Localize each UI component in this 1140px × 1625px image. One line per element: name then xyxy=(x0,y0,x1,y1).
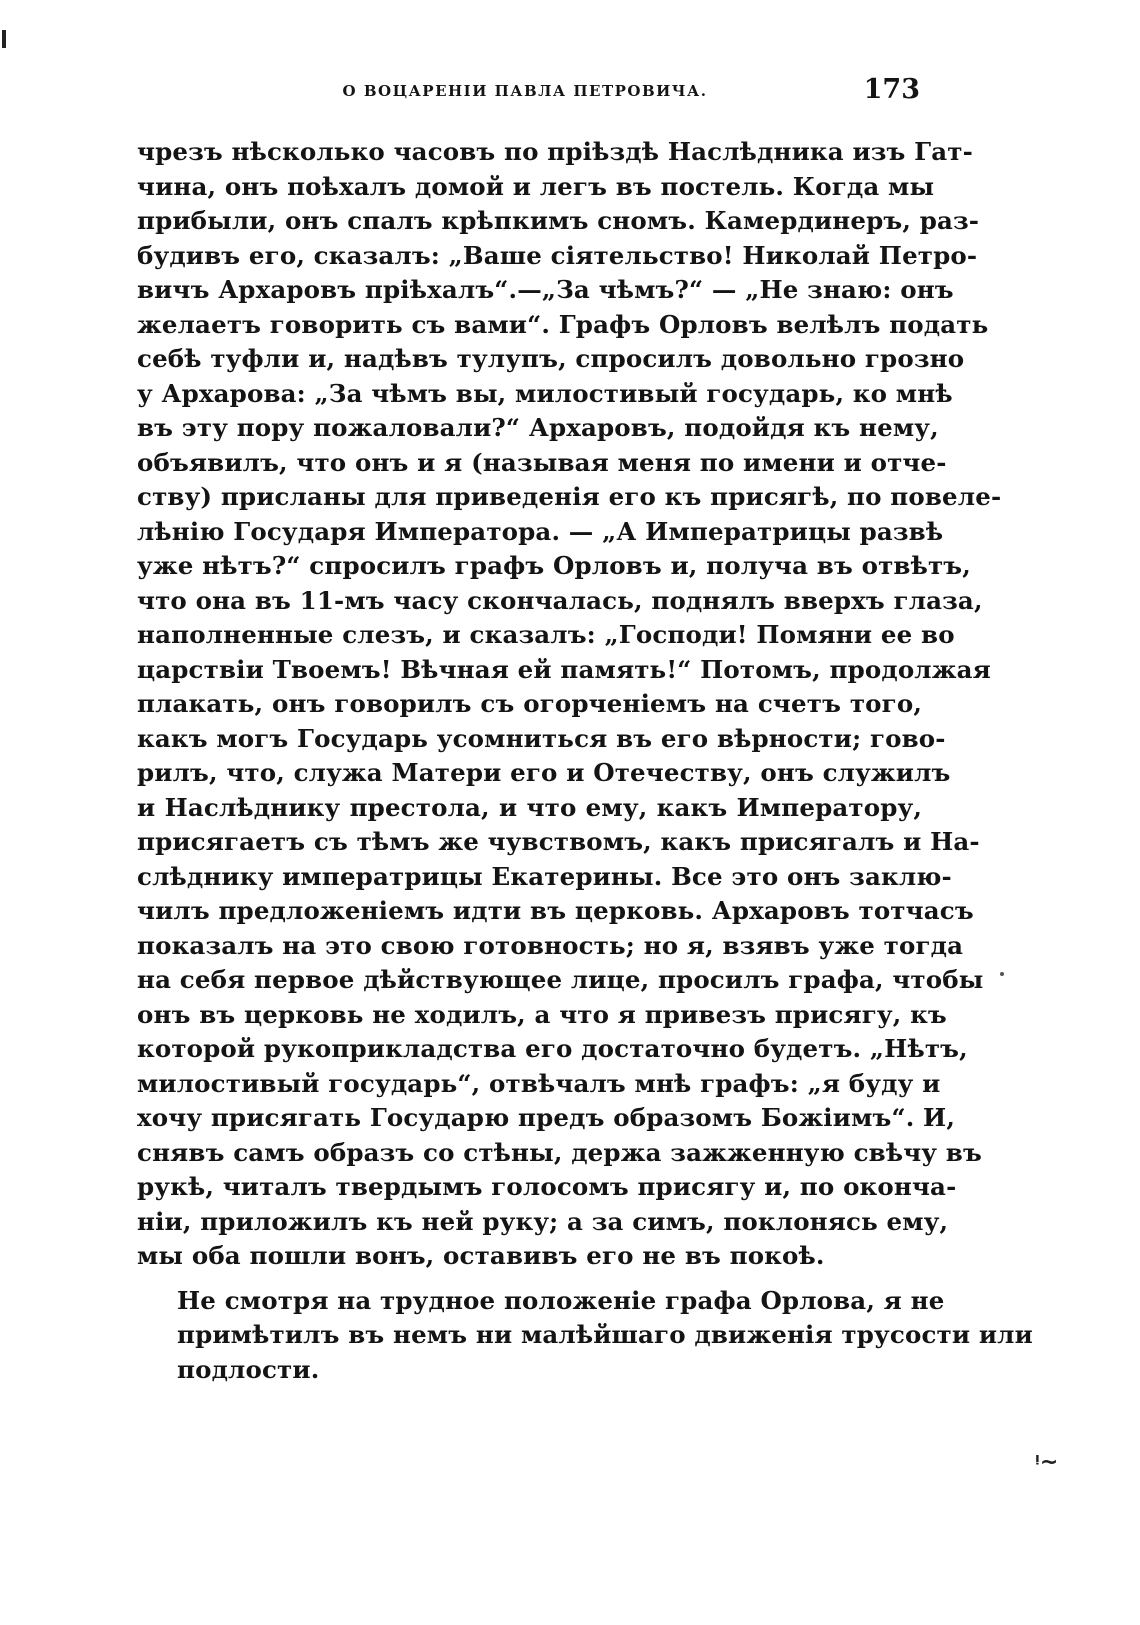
page-header xyxy=(130,74,920,108)
text-line: мы оба пошли вонъ, оставивъ его не въ покоѣ. xyxy=(137,1241,825,1270)
text-line: показалъ на это свою готовность; но я, взявъ уже тогда xyxy=(137,930,964,960)
page-number: 173 xyxy=(863,74,920,105)
text-line: рилъ, что, служа Матери его и Отечеству, онъ служилъ xyxy=(137,758,951,787)
text-line: будивъ его, сказалъ: „Ваше сіятельство! Николай Петро- xyxy=(137,240,978,270)
paragraph-1 xyxy=(137,135,1002,1274)
text-line: ству) присланы для приведенія его къ присягѣ, по повеле- xyxy=(137,482,1002,511)
text-line: рукѣ, читалъ твердымъ голосомъ присягу и, по оконча- xyxy=(137,1172,957,1201)
text-line: на себя первое дѣйствующее лице, просилъ графа, чтобы xyxy=(137,965,984,994)
text-line: наполненные слезъ, и сказалъ: „Господи! Помяни ее во xyxy=(137,620,955,649)
page-body xyxy=(137,135,1033,1387)
text-line: чрезъ нѣсколько часовъ по пріѣздѣ Наслѣдника изъ Гат- xyxy=(137,137,973,166)
text-line: слѣднику императрицы Екатерины. Все это онъ заклю- xyxy=(137,861,952,891)
scan-speck xyxy=(1000,972,1004,976)
text-line: объявилъ, что онъ и я (называя меня по имени и отче- xyxy=(137,447,947,477)
text-line: лѣнію Государя Императора. — „А Императрицы развѣ xyxy=(137,516,944,546)
text-line: примѣтилъ въ немъ ни малѣйшаго движенія трусости или xyxy=(177,1320,1033,1349)
text-line: подлости. xyxy=(177,1354,320,1384)
text-line: царствіи Твоемъ! Вѣчная ей память!“ Потомъ, продолжая xyxy=(137,654,991,684)
text-line: вичъ Архаровъ пріѣхалъ“.—„За чѣмъ?“ — „Не знаю: онъ xyxy=(137,275,954,304)
text-line: милостивый государь“, отвѣчалъ мнѣ графъ: „я буду и xyxy=(137,1068,941,1098)
scan-edge-mark xyxy=(2,30,6,48)
text-line: желаетъ говорить съ вами“. Графъ Орловъ велѣлъ подать xyxy=(137,309,989,339)
text-line: уже нѣтъ?“ спросилъ графъ Орловъ и, получа въ отвѣтъ, xyxy=(137,551,971,580)
text-line: присягаетъ съ тѣмъ же чувствомъ, какъ присягалъ и На- xyxy=(137,827,980,856)
text-line: у Архарова: „За чѣмъ вы, милостивый государь, ко мнѣ xyxy=(137,378,953,408)
text-line: которой рукоприкладства его достаточно будетъ. „Нѣтъ, xyxy=(137,1034,968,1063)
text-line: въ эту пору пожаловали?“ Архаровъ, подойдя къ нему, xyxy=(137,413,939,442)
text-line: себѣ туфли и, надѣвъ тулупъ, спросилъ довольно грозно xyxy=(137,344,965,373)
text-line: онъ въ церковь не ходилъ, а что я привезъ присягу, къ xyxy=(137,999,947,1029)
text-line: какъ могъ Государь усомниться въ его вѣрности; гово- xyxy=(137,723,946,753)
text-line: Не смотря на трудное положеніе графа Орлова, я не xyxy=(177,1285,945,1315)
running-title: О ВОЦАРЕНІИ ПАВЛА ПЕТРОВИЧА. xyxy=(342,82,708,100)
text-line: снявъ самъ образъ со стѣны, держа зажженную свѣчу въ xyxy=(137,1137,982,1167)
text-line: чина, онъ поѣхалъ домой и легъ въ постель. Когда мы xyxy=(137,171,935,201)
text-line: что она въ 11-мъ часу скончалась, поднялъ вверхъ глаза, xyxy=(137,585,983,615)
text-line: ніи, приложилъ къ ней руку; а за симъ, поклонясь ему, xyxy=(137,1206,949,1236)
text-line: плакать, онъ говорилъ съ огорченіемъ на счетъ того, xyxy=(137,689,922,718)
text-line: прибыли, онъ спалъ крѣпкимъ сномъ. Камердинеръ, раз- xyxy=(137,206,980,235)
paragraph-2 xyxy=(137,1284,1033,1388)
text-line: и Наслѣднику престола, и что ему, какъ Императору, xyxy=(137,792,922,822)
text-line: чилъ предложеніемъ идти въ церковь. Архаровъ тотчасъ xyxy=(137,896,974,925)
text-line: хочу присягать Государю предъ образомъ Божіимъ“. И, xyxy=(137,1103,956,1132)
margin-mark: ᵎ~ xyxy=(1035,1450,1059,1475)
